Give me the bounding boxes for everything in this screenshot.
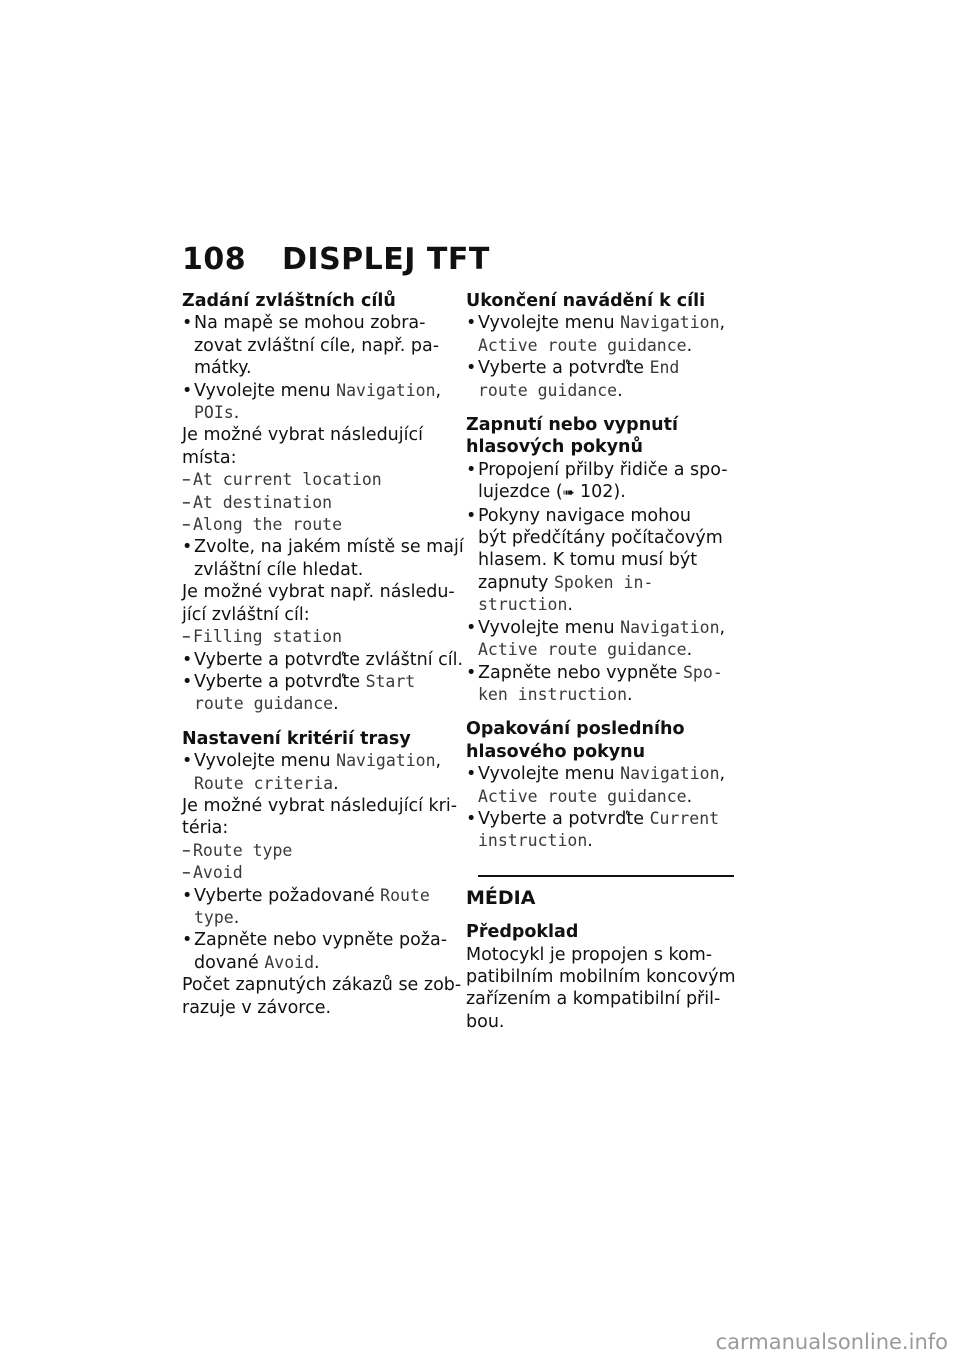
bullet-item: • Vyvolejte menu Navigation, Route criteria. [182,750,467,795]
paragraph: Je možné vybrat následující místa: [182,425,423,468]
bullet-item: • Vyberte požadované Route type. [182,885,467,930]
page-number: 108 [182,242,247,277]
section-title: Zapnutí nebo vypnutí hlasových pokynů [466,415,678,458]
watermark: carmanualsonline.info [715,1330,948,1354]
option-item: – Route type [182,840,467,862]
option-item: – Filling station [182,626,467,648]
menu-path: Navigation [336,380,436,400]
page-reference[interactable]: 102 [579,482,614,503]
bullet-item: • Vyberte a potvrďte zvláštní cíl. [182,649,467,671]
paragraph: Počet zapnutých zákazů se zob- razuje v závorce. [182,975,462,1018]
bullet-item: • Vyvolejte menu Navigation, POIs. [182,380,467,425]
section-title: Nastavení kritérií trasy [182,728,411,749]
option-item: – At current location [182,469,467,491]
chapter-title: MÉDIA [466,886,536,909]
left-column [182,290,467,1019]
page-title: DISPLEJ TFT [282,242,490,277]
menu-path: POIs [194,403,234,423]
section-divider [478,875,734,877]
section-title: Zadání zvláštních cílů [182,291,396,311]
bullet-item: • Vyberte a potvrďte End route guidance. [466,357,756,402]
paragraph: Je možné vybrat následující kri- téria: [182,795,458,839]
option-item: – Along the route [182,514,467,536]
option-item: – At destination [182,492,467,514]
bullet-item: • Zapněte nebo vypněte Spo- ken instruction. [466,662,756,707]
page-header [182,242,490,277]
paragraph: Motocykl je propojen s kom- patibilním mobilním koncovým zařízením a kompatibilní přil- bou. [466,944,736,1032]
page-reference-arrow-icon: ➠ [562,485,575,502]
bullet-item: • Vyvolejte menu Navigation, Active route guidance. [466,763,756,808]
bullet-item: • Vyberte a potvrďte Current instruction. [466,808,756,853]
bullet-item: • Na mapě se mohou zobra- zovat zvláštní cíle, např. pa- mátky. [182,312,467,379]
option-item: – Avoid [182,862,467,884]
bullet-item: • Vyberte a potvrďte Start route guidance. [182,671,467,716]
bullet-item: • Vyvolejte menu Navigation, Active route guidance. [466,312,756,357]
section-title: Ukončení navádění k cíli [466,291,706,311]
section-title: Opakování posledního hlasového pokynu [466,719,685,762]
paragraph: Je možné vybrat např. následu- jící zvláštní cíl: [182,582,455,625]
bullet-item: • Vyvolejte menu Navigation, Active route guidance. [466,617,756,662]
bullet-item: • Pokyny navigace mohou být předčítány počítačovým hlasem. K tomu musí být zapnuty Spoken in- struction. [466,505,756,617]
bullet-item: • Zapněte nebo vypněte poža- dované Avoid. [182,929,467,974]
right-column [466,290,756,1033]
bullet-item: • Propojení přilby řidiče a spo- lujezdce (➠ 102). [466,459,756,505]
bullet-item: • Zvolte, na jakém místě se mají zvláštní cíle hledat. [182,536,467,581]
section-title: Předpoklad [466,922,579,943]
